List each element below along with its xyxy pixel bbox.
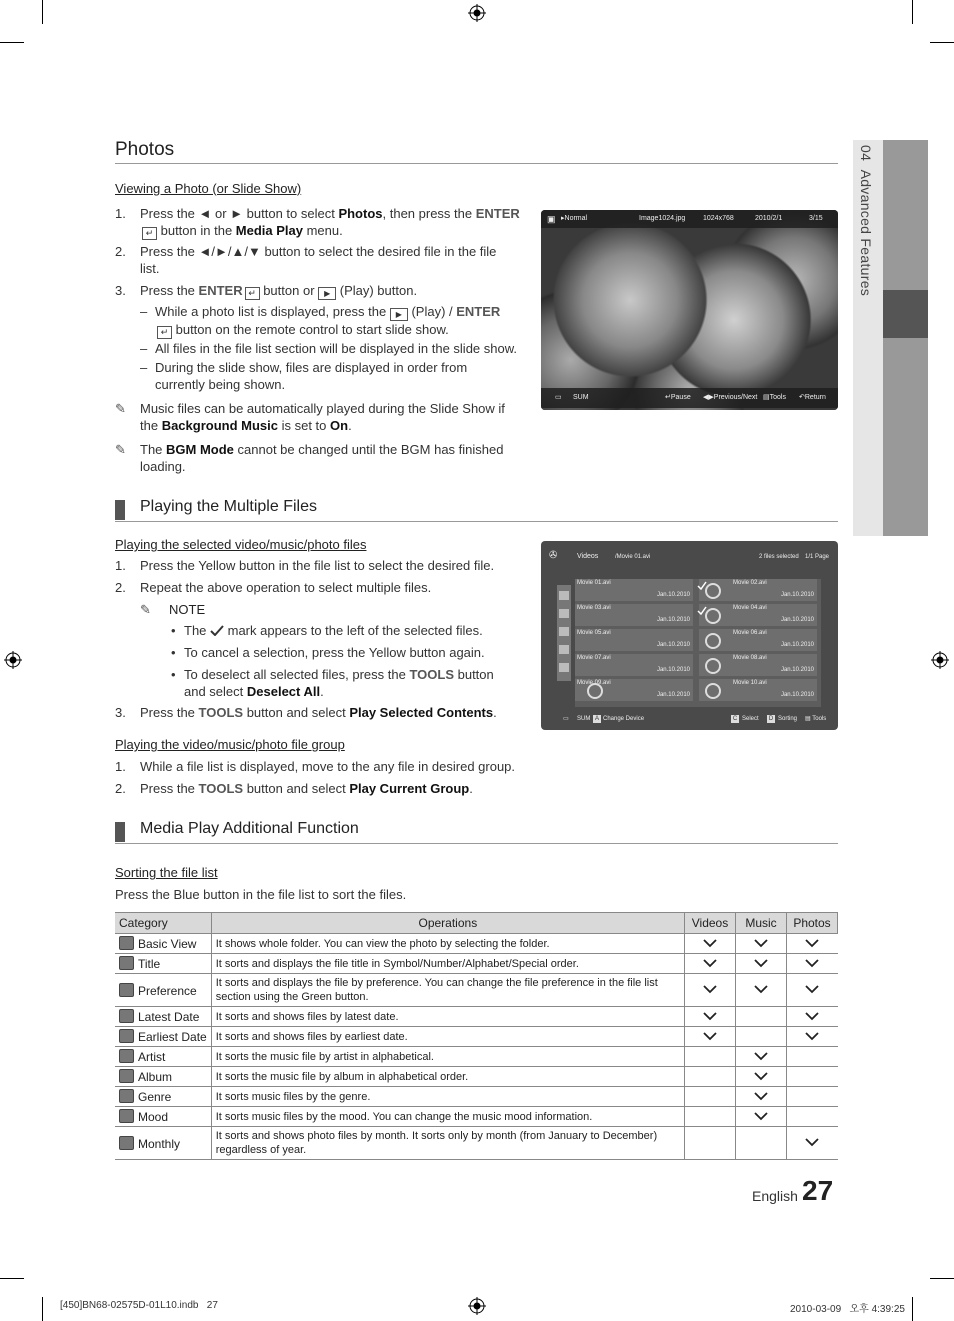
crop-mark <box>912 1297 913 1321</box>
section-marker <box>115 822 125 842</box>
column-header: Category <box>115 913 211 934</box>
operation-cell: It sorts the music file by album in alphabetical order. <box>211 1067 684 1087</box>
music-cell <box>736 1107 787 1127</box>
list-title: Videos <box>577 553 599 560</box>
chapter-tab-edge <box>883 140 928 536</box>
step-text: Press the ◄/►/▲/▼ button to select the desired file in the file list. <box>140 244 497 276</box>
list-path: /Movie 01.avi <box>615 554 651 560</box>
category-label: Monthly <box>138 1136 181 1151</box>
bullet-text: To deselect all selected files, press the TOOLS button and select Deselect All. <box>184 667 494 699</box>
film-reel-icon <box>705 583 721 599</box>
folder-icon <box>119 936 134 950</box>
check-chevron-icon <box>805 985 819 994</box>
category-label: Title <box>138 957 161 971</box>
section-rule <box>115 163 838 164</box>
photos-steps <box>115 205 520 480</box>
category-cell <box>115 1067 211 1087</box>
album-icon <box>119 1069 134 1083</box>
star-icon <box>119 983 134 997</box>
videos-cell <box>685 1087 736 1107</box>
category-cell <box>115 1007 211 1027</box>
d-key-icon: D <box>768 716 774 722</box>
device-name: SUM <box>577 716 591 722</box>
step-number: 3. <box>115 283 126 298</box>
photo-viewer-screenshot <box>541 210 838 410</box>
step-number: 3. <box>115 705 126 720</box>
step-number: 2. <box>115 781 126 796</box>
list-item[interactable]: Movie 06.avi Jan.10.2010 <box>699 629 817 651</box>
check-chevron-icon <box>805 1012 819 1021</box>
check-chevron-icon <box>703 1032 717 1041</box>
list-item[interactable]: Movie 07.avi Jan.10.2010 <box>575 654 693 676</box>
check-chevron-icon <box>703 939 717 948</box>
operation-cell: It sorts the music file by artist in alphabetical. <box>211 1047 684 1067</box>
bullet-text: The mark appears to the left of the selected files. <box>184 623 483 638</box>
category-cell <box>115 1047 211 1067</box>
dash: – <box>140 341 148 356</box>
category-label: Preference <box>138 983 197 998</box>
checkmark-icon <box>697 606 707 615</box>
change-device-hint: Change Device <box>603 716 645 722</box>
category-label: Genre <box>138 1090 172 1104</box>
play-mode: ▸ Normal <box>561 215 588 222</box>
artist-icon <box>119 1049 134 1063</box>
operation-cell: It sorts and shows files by earliest date. <box>211 1027 684 1047</box>
dash-text: All files in the file list section will be displayed in the slide show. <box>155 341 518 356</box>
table-row <box>115 1087 838 1107</box>
dash-text: During the slide show, files are displayed in order from currently being shown. <box>155 360 468 392</box>
music-cell <box>736 1027 787 1047</box>
checkmark-icon <box>210 625 224 636</box>
section-title-photos: Photos <box>115 139 175 160</box>
film-reel-icon: ✇ <box>549 550 558 561</box>
operation-cell: It sorts music files by the mood. You can change the music mood information. <box>211 1107 684 1127</box>
check-chevron-icon <box>754 985 768 994</box>
film-reel-icon <box>705 658 721 674</box>
bullet: • <box>171 623 176 638</box>
genre-icon <box>119 1089 134 1103</box>
step-number: 2. <box>115 580 126 595</box>
crop-mark <box>930 42 954 43</box>
pencil-note-icon: ✎ <box>115 442 126 457</box>
category-label: Basic View <box>138 937 197 951</box>
calendar-icon <box>119 1009 134 1023</box>
device-icon: ▭ <box>555 394 562 401</box>
film-reel-icon <box>587 683 603 699</box>
step-text: Press the ENTER ↵ button or ▶ (Play) button. <box>140 283 418 298</box>
table-row <box>115 1067 838 1087</box>
step-text: While a file list is displayed, move to the any file in desired group. <box>140 759 516 774</box>
list-item[interactable]: Movie 01.avi Jan.10.2010 <box>575 579 693 601</box>
dash: – <box>140 304 148 319</box>
month-icon <box>119 1136 134 1150</box>
videos-cell <box>685 1127 736 1160</box>
date-sort-icon <box>559 627 569 636</box>
basic-view-icon <box>559 591 569 600</box>
category-label: Artist <box>138 1050 166 1064</box>
table-row <box>115 954 838 974</box>
videos-cell <box>685 974 736 1007</box>
title-icon <box>119 956 134 970</box>
category-cell <box>115 974 211 1007</box>
note-label: NOTE <box>169 602 206 617</box>
operation-cell: It shows whole folder. You can view the photo by selecting the folder. <box>211 934 684 954</box>
category-cell <box>115 1107 211 1127</box>
photos-cell <box>787 1067 838 1087</box>
photo-icon: ▣ <box>547 214 556 224</box>
play-icon: ▶ <box>318 287 336 300</box>
check-chevron-icon <box>754 939 768 948</box>
operation-cell: It sorts and shows files by latest date. <box>211 1007 684 1027</box>
column-header: Operations <box>211 913 684 934</box>
photos-cell <box>787 934 838 954</box>
category-label: Album <box>138 1070 173 1084</box>
music-cell <box>736 1047 787 1067</box>
step-text: Press the TOOLS button and select Play Selected Contents. <box>140 705 497 720</box>
video-file-grid <box>575 579 821 707</box>
photo-control-bar <box>541 388 838 408</box>
list-item[interactable]: Movie 10.avi Jan.10.2010 <box>699 679 817 701</box>
table-row <box>115 974 838 1007</box>
crop-mark <box>42 1297 43 1321</box>
photo-date: 2010/2/1 <box>755 215 783 222</box>
photos-cell <box>787 974 838 1007</box>
list-item[interactable]: Movie 08.avi Jan.10.2010 <box>699 654 817 676</box>
mood-icon <box>119 1109 134 1123</box>
photo-resolution: 1024x768 <box>703 215 734 222</box>
tools-hint: ▤ Tools <box>805 716 827 722</box>
music-cell <box>736 1067 787 1087</box>
photos-cell <box>787 1127 838 1160</box>
photo-count: 3/15 <box>809 215 823 222</box>
check-chevron-icon <box>703 959 717 968</box>
music-cell <box>736 974 787 1007</box>
footer-language: English <box>752 1188 798 1204</box>
photos-cell <box>787 1027 838 1047</box>
chapter-label: 04 Advanced Features <box>858 145 874 297</box>
table-row <box>115 1047 838 1067</box>
list-item[interactable]: Movie 04.avi Jan.10.2010 <box>699 604 817 626</box>
subheading-file-group: Playing the video/music/photo file group <box>115 737 345 752</box>
checkmark-icon <box>697 581 707 590</box>
operation-cell: It sorts and displays the file title in Symbol/Number/Alphabet/Special order. <box>211 954 684 974</box>
table-row <box>115 934 838 954</box>
list-item[interactable]: Movie 05.avi Jan.10.2010 <box>575 629 693 651</box>
enter-icon: ↵ <box>142 227 157 240</box>
video-list-header <box>541 541 838 569</box>
note-text: Music files can be automatically played during the Slide Show if the Background Music is set to On. <box>140 401 505 433</box>
subheading-viewing-photo: Viewing a Photo (or Slide Show) <box>115 181 302 196</box>
sorting-hint: Sorting <box>778 716 798 722</box>
list-item[interactable]: Movie 09.avi Jan.10.2010 <box>575 679 693 701</box>
check-chevron-icon <box>703 1012 717 1021</box>
videos-cell <box>685 1007 736 1027</box>
select-hint: Select <box>742 716 759 722</box>
step-number: 2. <box>115 244 126 259</box>
page-indicator: 1/1 Page <box>805 554 830 560</box>
pencil-note-icon: ✎ <box>140 602 151 617</box>
photo-file-name: Image1024.jpg <box>639 215 686 222</box>
photos-cell <box>787 1087 838 1107</box>
bullet: • <box>171 667 176 682</box>
music-cell <box>736 1007 787 1027</box>
column-header: Music <box>736 913 787 934</box>
step-number: 1. <box>115 558 126 573</box>
enter-icon: ↵ <box>157 326 172 339</box>
music-cell <box>736 1127 787 1160</box>
column-header: Videos <box>685 913 736 934</box>
category-label: Earliest Date <box>138 1030 207 1044</box>
photo-info-bar <box>541 210 838 228</box>
registration-mark-icon <box>468 1297 486 1315</box>
operation-cell: It sorts music files by the genre. <box>211 1087 684 1107</box>
device-name: SUM <box>573 394 589 401</box>
check-chevron-icon <box>754 1072 768 1081</box>
preference-sort-icon <box>559 663 569 672</box>
registration-mark-icon <box>468 4 486 22</box>
page-number: 27 <box>802 1175 834 1206</box>
check-chevron-icon <box>754 1052 768 1061</box>
group-steps <box>115 758 535 803</box>
subheading-selected-files: Playing the selected video/music/photo files <box>115 537 367 552</box>
videos-cell <box>685 1047 736 1067</box>
c-key-icon: C <box>732 716 738 722</box>
table-row <box>115 1127 838 1160</box>
check-chevron-icon <box>805 939 819 948</box>
section-marker <box>115 500 125 520</box>
step-number: 1. <box>115 206 126 221</box>
step-text: Press the ◄ or ► button to select Photos, then press the ENTER↵ button in the Media Play menu. <box>140 206 520 238</box>
music-cell <box>736 954 787 974</box>
photos-cell <box>787 1047 838 1067</box>
videos-cell <box>685 1027 736 1047</box>
enter-icon: ↵ <box>245 287 260 300</box>
calendar-icon <box>119 1029 134 1043</box>
play-icon: ▶ <box>390 308 408 321</box>
apples-photo <box>541 210 838 410</box>
category-cell <box>115 1127 211 1160</box>
video-list-footer <box>541 712 838 726</box>
crop-mark <box>42 0 43 24</box>
section-title-multiple-files: Playing the Multiple Files <box>140 498 317 515</box>
registration-mark-icon <box>4 651 22 669</box>
step-text: Press the Yellow button in the file list to select the desired file. <box>140 558 495 573</box>
check-chevron-icon <box>703 985 717 994</box>
device-icon: ▭ <box>563 716 569 722</box>
category-cell <box>115 1087 211 1107</box>
music-cell <box>736 934 787 954</box>
section-rule <box>115 521 838 522</box>
check-chevron-icon <box>754 1112 768 1121</box>
crop-mark <box>930 1278 954 1279</box>
photos-cell <box>787 954 838 974</box>
subheading-sorting: Sorting the file list <box>115 865 218 880</box>
category-cell <box>115 954 211 974</box>
videos-cell <box>685 1107 736 1127</box>
note-text: The BGM Mode cannot be changed until the BGM has finished loading. <box>140 442 504 474</box>
step-text: Repeat the above operation to select multiple files. <box>140 580 432 595</box>
crop-mark <box>912 0 913 24</box>
check-chevron-icon <box>805 1032 819 1041</box>
crop-mark <box>0 42 24 43</box>
print-file-name: [450]BN68-02575D-01L10.indb 27 <box>60 1300 218 1311</box>
prevnext-hint: ◀▶ Previous/Next <box>703 394 758 401</box>
operation-cell: It sorts and shows photo files by month. It sorts only by month (from January to December) regardless of year. <box>211 1127 684 1160</box>
list-item[interactable]: Movie 03.avi Jan.10.2010 <box>575 604 693 626</box>
photos-cell <box>787 1007 838 1027</box>
videos-cell <box>685 934 736 954</box>
a-key-icon: A <box>594 716 599 722</box>
dash-text: While a photo list is displayed, press the ▶ (Play) / ENTER↵ button on the remote control to start slide show. <box>155 304 501 337</box>
video-list-screenshot <box>541 541 838 730</box>
step-text: Press the TOOLS button and select Play Current Group. <box>140 781 473 796</box>
table-header-row <box>115 913 838 934</box>
category-label: Latest Date <box>138 1010 200 1024</box>
film-reel-icon <box>705 683 721 699</box>
crop-mark <box>0 1278 24 1279</box>
videos-cell <box>685 1067 736 1087</box>
film-reel-icon <box>705 633 721 649</box>
category-cell <box>115 934 211 954</box>
multiple-steps <box>115 557 535 727</box>
category-label: Mood <box>138 1110 169 1124</box>
step-number: 1. <box>115 759 126 774</box>
film-reel-icon <box>705 608 721 624</box>
sorting-intro: Press the Blue button in the file list to sort the files. <box>115 887 407 902</box>
operation-cell: It sorts and displays the file by preference. You can change the file preference in the file list section using the Green button. <box>211 974 684 1007</box>
tools-hint: ▤ Tools <box>763 394 786 401</box>
pencil-note-icon: ✎ <box>115 401 126 416</box>
selected-count: 2 files selected <box>759 554 799 560</box>
category-cell <box>115 1027 211 1047</box>
music-cell <box>736 1087 787 1107</box>
registration-mark-icon <box>931 651 949 669</box>
check-chevron-icon <box>754 1092 768 1101</box>
return-hint: ↶ Return <box>799 394 826 401</box>
chapter-tab-marker <box>883 290 928 338</box>
dash: – <box>140 360 148 375</box>
print-timestamp: 2010-03-09 오후 4:39:25 <box>790 1304 905 1315</box>
earliest-sort-icon <box>559 645 569 654</box>
list-item[interactable]: Movie 02.avi Jan.10.2010 <box>699 579 817 601</box>
pause-hint: ↵ Pause <box>665 394 691 401</box>
bullet: • <box>171 645 176 660</box>
photos-cell <box>787 1107 838 1127</box>
videos-cell <box>685 954 736 974</box>
column-header: Photos <box>787 913 838 934</box>
check-chevron-icon <box>754 959 768 968</box>
table-row <box>115 1007 838 1027</box>
sorting-table <box>115 912 838 1160</box>
title-sort-icon <box>559 609 569 618</box>
section-title-additional: Media Play Additional Function <box>140 820 359 837</box>
table-row <box>115 1027 838 1047</box>
table-row <box>115 1107 838 1127</box>
check-chevron-icon <box>805 1138 819 1147</box>
bullet-text: To cancel a selection, press the Yellow button again. <box>184 645 485 660</box>
check-chevron-icon <box>805 959 819 968</box>
section-rule <box>115 843 838 844</box>
sort-category-strip <box>557 585 571 681</box>
